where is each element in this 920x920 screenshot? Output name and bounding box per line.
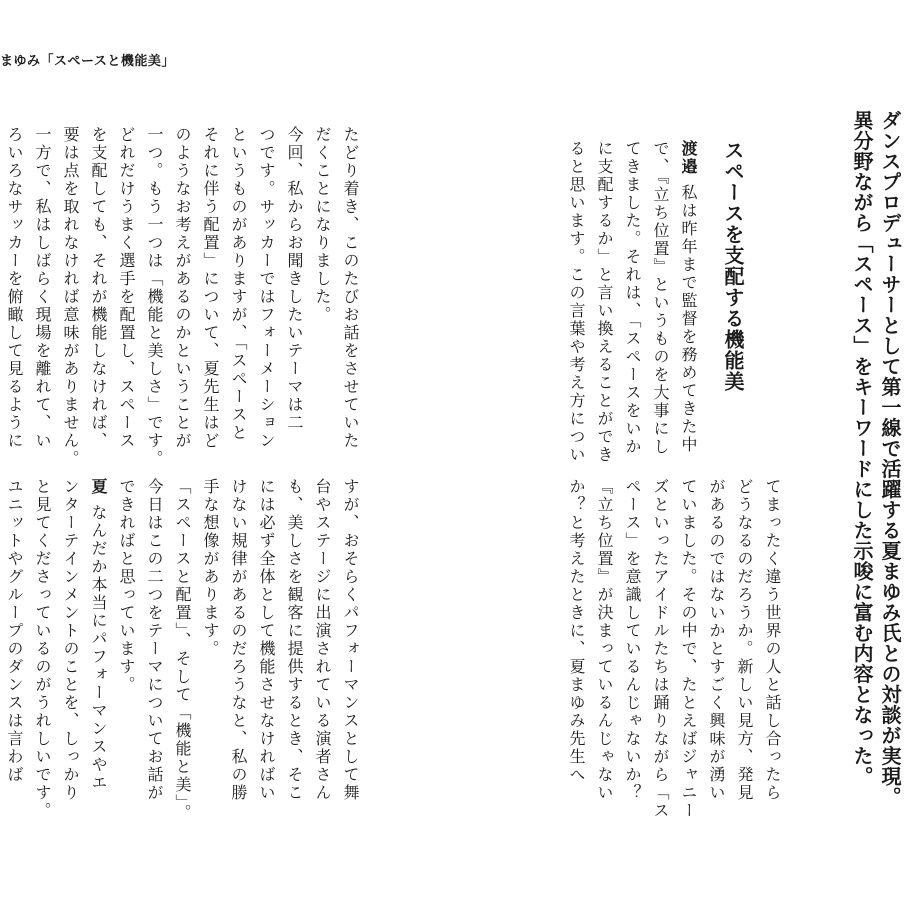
text-line: も、美しさを観客に提供するとき、そこ (285, 478, 304, 802)
text-line: 渡邉私は昨年まで監督を務めてきた中 (679, 140, 698, 454)
text-line: に支配するか」と言い換えることができ (595, 140, 614, 464)
text-line: 手な想像があります。 (201, 478, 220, 658)
text-line: で、『立ち位置』というものを大事にし (651, 140, 670, 456)
text-line: のようなお考えがあるのかということが (173, 126, 192, 450)
text-line: てきました。それは、「スペースをいか (623, 140, 642, 456)
text-line: 一方で、私はしばらく現場を離れて、い (33, 126, 52, 450)
text-line: 今回、私からお聞きしたいテーマは二 (285, 126, 304, 432)
text-line: つです。サッカーではフォーメーション (257, 126, 276, 450)
lead-line: ダンスプロデューサーとして第一線で活躍する夏まゆみ氏との対談が実現。 (878, 110, 902, 807)
text-line: 一つ。もう一つは「機能と美しさ」です。 (145, 126, 164, 468)
text-line: 『立ち位置』が決まっているんじゃない (595, 478, 614, 802)
upper-right-text-block (562, 140, 702, 464)
speaker-label-natsu: 夏 (89, 478, 108, 496)
upper-left-text-block (0, 126, 364, 468)
text-line: 今日はこの二つをテーマについてお話が (145, 478, 164, 802)
text-line: 「スペースと配置」、そして「機能と美」。 (173, 478, 192, 822)
text-line: すが、おそらくパフォーマンスとして舞 (341, 478, 360, 802)
text-line: 夏なんだか本当にパフォーマンスやエ (89, 478, 108, 792)
text-line: ていました。その中で、たとえばジャニー (679, 478, 698, 820)
text-line: ると思います。この言葉や考え方につい (567, 140, 586, 464)
text-line: てまったく違う世界の人と話し合ったら (763, 478, 782, 802)
text-line: を支配しても、それが機能しなければ、 (89, 126, 108, 450)
lead-line: 異分野ながら「スペース」をキーワードにした示唆に富む内容となった。 (850, 110, 874, 787)
lower-left-text-block (0, 478, 364, 822)
text-line: というものがありますが、「スペースと (229, 126, 248, 442)
text-line: 台やステージに出演されている演者さん (313, 478, 332, 802)
running-header: まゆみ「スペースと機能美」 (0, 54, 175, 69)
text-line: 要は点を取れなければ意味がありません。 (61, 126, 80, 468)
lower-right-text-block (562, 478, 786, 820)
text-line: ズといったアイドルたちは踊りながら「ス (651, 478, 670, 820)
speaker-label-watanabe: 渡邉 (679, 140, 698, 176)
text-line: できればと思っています。 (117, 478, 136, 694)
text-line: か？と考えたときに、夏まゆみ先生へ (567, 478, 586, 784)
text-line: には必ず全体として機能させなければい (257, 478, 276, 802)
text-line: ろいろなサッカーを俯瞰して見るように (5, 126, 24, 450)
text-line: と見てくださっているのがうれしいです。 (33, 478, 52, 820)
text-line: けない規律があるのだろうなと、私の勝 (229, 478, 248, 802)
section-heading: スペースを支配する機能美 (721, 140, 745, 392)
lead-text (848, 110, 904, 807)
text-line: ペース」を意識しているんじゃないか？ (623, 478, 642, 802)
text-line: どれだけうまく選手を配置し、スペース (117, 126, 136, 450)
text-line: どうなるのだろうか。新しい見方、発見 (735, 478, 754, 802)
text-line: たどり着き、このたびお話をさせていた (341, 126, 360, 450)
text-line: があるのではないかとすごく興味が湧い (707, 478, 726, 802)
text-line: それに伴う配置」について、夏先生はど (201, 126, 220, 450)
text-line: ユニットやグループのダンスは言わば (5, 478, 24, 784)
text-line: ンターテインメントのことを、しっかり (61, 478, 80, 802)
text-line: だくことになりました。 (313, 126, 332, 324)
